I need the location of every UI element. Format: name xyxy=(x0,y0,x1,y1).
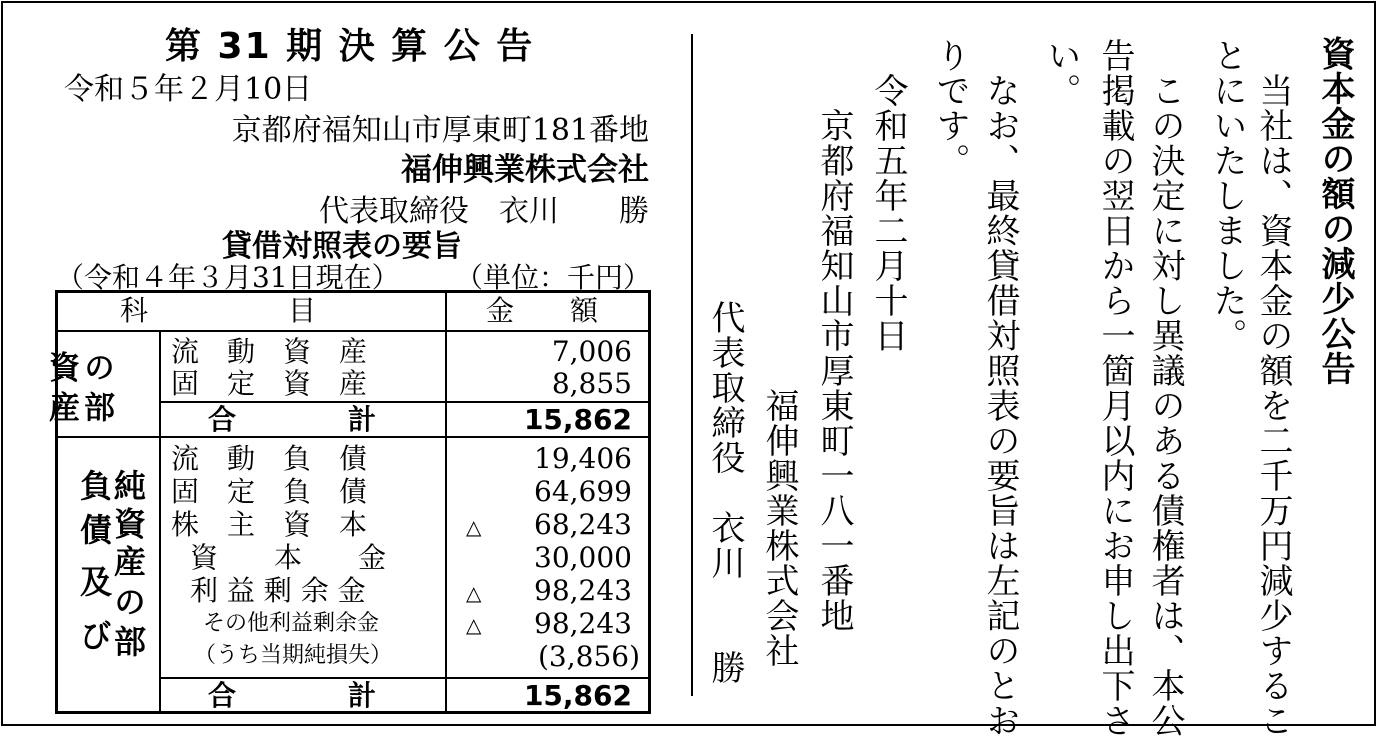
notice-body-line: なお、最終貸借対照表の要旨は左記のとお xyxy=(980,73,1020,738)
liability-row-amount: 64,699 xyxy=(534,475,632,508)
liability-row-label: 利 益 剰 余 金 xyxy=(190,574,366,607)
liability-row-amount: 98,243 xyxy=(534,607,632,640)
liability-row-amount: 98,243 xyxy=(534,574,632,607)
company-name-vertical: 福伸興業株式会社 xyxy=(759,388,799,668)
liability-row-amount: 19,406 xyxy=(534,442,632,475)
assets-total-label: 合 計 xyxy=(208,403,377,436)
header-amount: 金 額 xyxy=(486,294,599,327)
assets-row-amount: 7,006 xyxy=(551,335,632,368)
unit-label: （単位：千円） xyxy=(455,261,652,294)
assets-row-label: 固 定 資 産 xyxy=(171,367,368,400)
header-item: 科 目 xyxy=(120,294,317,327)
notice-body-line: この決定に対し異議のある債権者は、本公 xyxy=(1145,73,1185,738)
assets-total-amount: 15,862 xyxy=(523,403,632,436)
assets-row-label: 流 動 資 産 xyxy=(171,335,368,368)
settlement-title: 第 31 期 決 算 公 告 xyxy=(165,26,535,67)
notice-date-vertical: 令和五年二月十日 xyxy=(868,73,908,353)
company-address: 京都府福知山市厚東町181番地 xyxy=(231,113,649,148)
liabilities-total-amount: 15,862 xyxy=(523,679,632,712)
assets-row-amount: 8,855 xyxy=(551,367,632,400)
divider-line xyxy=(691,34,693,696)
liability-row-label: （うち当期純損失） xyxy=(194,643,393,668)
address-vertical: 京都府福知山市厚東町一八一番地 xyxy=(814,108,854,633)
notice-body-line: とにいたしました。 xyxy=(1207,38,1247,353)
representative: 代表取締役 衣川 勝 xyxy=(319,194,649,229)
balance-sheet-title: 貸借対照表の要旨 xyxy=(222,229,462,264)
notice-body-line: い。 xyxy=(1041,38,1081,108)
liability-row-amount: 68,243 xyxy=(534,508,632,541)
liability-row-label: 株 主 資 本 xyxy=(171,508,368,541)
liability-row-amount: (3,856) xyxy=(537,640,640,673)
liabilities-total-label: 合 計 xyxy=(208,679,377,712)
notice-body-line: りです。 xyxy=(930,38,970,178)
negative-mark: △ xyxy=(466,515,482,539)
capital-reduction-title: 資本金の額の減少公告 xyxy=(1315,36,1355,386)
balance-sheet-table: 科 目 金 額 資 産 の 部 流 動 資 産 7,006 固 定 資 産 8,855 合 計 15,862 負 債 及 び 純 資 産 の 部 流 動 負 債 19,406 固 定 負 債 64,699 株 主 資 本 △ 68,243 資 本 金 30,000 利 益 剰 余 金 △ 98,243 その他利益剰余金 △ 98,243 （うち当期純損失） (3,856) 合 計 15,862 xyxy=(55,290,651,714)
liability-row-label: 固 定 負 債 xyxy=(171,475,368,508)
negative-mark: △ xyxy=(466,613,482,637)
notice-date: 令和５年２月10日 xyxy=(64,72,313,107)
representative-vertical: 代表取締役 衣川 勝 xyxy=(705,300,745,685)
as-of-date: （令和４年３月31日現在） xyxy=(56,261,400,294)
company-name: 福伸興業株式会社 xyxy=(401,152,649,188)
liability-row-label: 資 本 金 xyxy=(190,541,387,574)
notice-body-line: 告掲載の翌日から一箇月以内にお申し出下さ xyxy=(1095,38,1135,738)
liability-row-amount: 30,000 xyxy=(534,541,632,574)
liability-row-label: 流 動 負 債 xyxy=(171,442,368,475)
negative-mark: △ xyxy=(466,581,482,605)
liability-row-label: その他利益剰余金 xyxy=(203,611,380,636)
notice-body-line: 当社は、資本金の額を二千万円減少するこ xyxy=(1253,73,1293,738)
